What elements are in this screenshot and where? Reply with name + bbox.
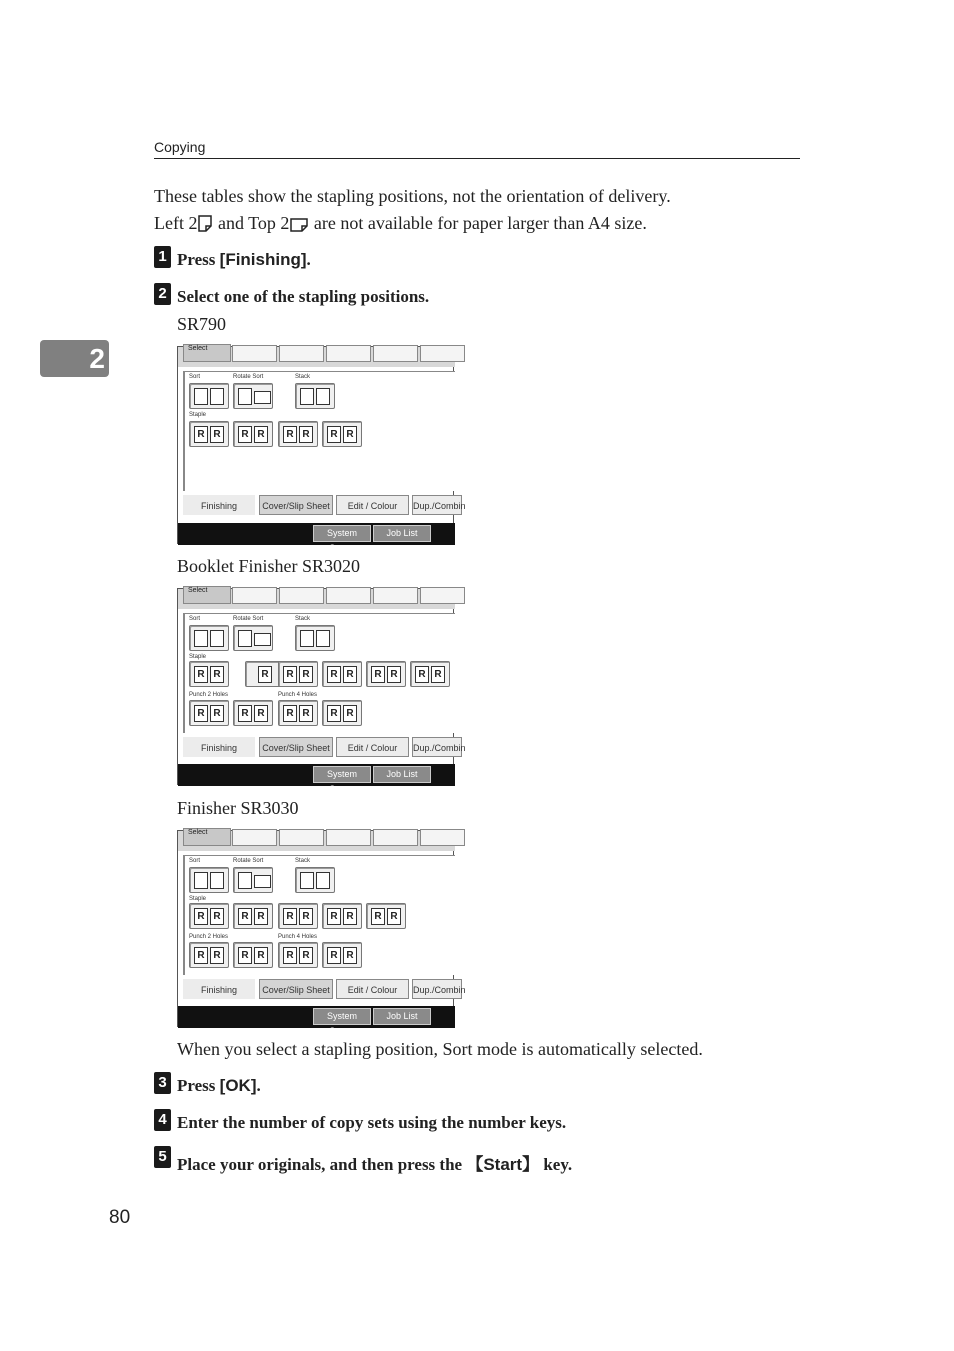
tab-dup-combin[interactable]: Dup./Combin: [412, 737, 462, 757]
caption-sr3030: Finisher SR3030: [177, 798, 299, 818]
panel-sr3020: [177, 587, 466, 794]
panel-top-bar: [178, 831, 455, 851]
top-slot[interactable]: [326, 587, 371, 604]
staple-button[interactable]: R R: [366, 661, 406, 687]
staple-button[interactable]: R R: [322, 903, 362, 929]
intro-top2-text: and Top 2: [217, 213, 290, 233]
caption-sr790: SR790: [177, 314, 227, 334]
panel-top-bar: [178, 347, 455, 367]
tab-cover-slip-sheet[interactable]: Cover/Slip Sheet: [259, 495, 333, 515]
stack-label: Stack: [295, 858, 311, 864]
step-number-5: 5: [154, 1146, 171, 1168]
top-slot[interactable]: [326, 345, 371, 362]
step-3-post: .: [256, 1076, 261, 1095]
page-number: 80: [109, 1207, 131, 1228]
punch-button[interactable]: R R: [322, 942, 362, 968]
staple-button[interactable]: R R: [278, 661, 318, 687]
ok-key-label: [OK]: [219, 1076, 257, 1095]
staple-button[interactable]: R R: [189, 903, 229, 929]
select-button[interactable]: Select: [183, 828, 231, 846]
staple-label: Staple: [189, 896, 207, 902]
job-list-button[interactable]: Job List: [373, 766, 431, 783]
finishing-options-area: [183, 855, 455, 975]
rotate-sort-button[interactable]: [233, 625, 273, 651]
punch-button[interactable]: R R: [278, 942, 318, 968]
staple-button[interactable]: R R: [322, 421, 362, 447]
punch-4-holes-label: Punch 4 Holes: [278, 692, 318, 698]
step-1-pre: Press: [177, 250, 220, 269]
panel-tab-bar: [183, 495, 466, 517]
job-list-button[interactable]: Job List: [373, 525, 431, 542]
staple-button[interactable]: R R: [189, 661, 229, 687]
sort-button[interactable]: [189, 625, 229, 651]
rotate-sort-label: Rotate Sort: [233, 858, 264, 864]
panel-sr3030: [177, 829, 466, 1036]
step-number-3: 3: [154, 1072, 171, 1094]
punch-button[interactable]: R R: [189, 700, 229, 726]
panel-bottom-bar: [178, 764, 455, 794]
panel-tab-bar: [183, 737, 466, 759]
top-slot[interactable]: [420, 345, 465, 362]
tab-cover-slip-sheet[interactable]: Cover/Slip Sheet: [259, 979, 333, 999]
rotate-sort-button[interactable]: [233, 867, 273, 893]
panel-top-bar: [178, 589, 455, 609]
step-3-text: [177, 1076, 261, 1096]
tab-edit-colour[interactable]: Edit / Colour: [336, 737, 409, 757]
rotate-sort-label: Rotate Sort: [233, 374, 264, 380]
step-number-1: 1: [154, 246, 171, 268]
step-1-text: [177, 250, 311, 270]
top-slot[interactable]: [373, 829, 418, 846]
staple-button[interactable]: R R: [278, 421, 318, 447]
stack-button[interactable]: [295, 383, 335, 409]
step-2-text: Select one of the stapling positions.: [177, 287, 430, 306]
step-5-text: [177, 1150, 572, 1175]
tab-finishing[interactable]: Finishing: [183, 737, 255, 757]
top-slot[interactable]: [420, 829, 465, 846]
sort-button[interactable]: [189, 867, 229, 893]
step-5-post: key.: [539, 1155, 573, 1174]
staple-button[interactable]: R R: [366, 903, 406, 929]
punch-2-holes-label: Punch 2 Holes: [189, 692, 229, 698]
job-list-button[interactable]: Job List: [373, 1008, 431, 1025]
top-slot[interactable]: [232, 587, 277, 604]
panel-sr790: [177, 345, 466, 553]
staple-button[interactable]: R R: [278, 903, 318, 929]
staple-button[interactable]: R R: [189, 421, 229, 447]
punch-button[interactable]: R R: [233, 942, 273, 968]
sort-mode-note: When you select a stapling position, Sort mode is automatically selected.: [177, 1039, 703, 1059]
punch-2-holes-label: Punch 2 Holes: [189, 934, 229, 940]
tab-dup-combin[interactable]: Dup./Combin: [412, 495, 462, 515]
top-slot[interactable]: [420, 587, 465, 604]
stack-label: Stack: [295, 374, 311, 380]
stack-label: Stack: [295, 616, 311, 622]
top-slot[interactable]: [232, 829, 277, 846]
rotate-sort-label: Rotate Sort: [233, 616, 264, 622]
panel-bottom-bar: [178, 1006, 455, 1036]
top-slot[interactable]: [279, 345, 324, 362]
system-status-button[interactable]: System Status: [313, 525, 371, 542]
tab-edit-colour[interactable]: Edit / Colour: [336, 979, 409, 999]
stack-button[interactable]: [295, 625, 335, 651]
step-number-2: 2: [154, 283, 171, 305]
intro-line-2: [154, 210, 647, 240]
top-slot[interactable]: [279, 829, 324, 846]
punch-button[interactable]: R R: [189, 942, 229, 968]
staple-booklet-button[interactable]: R: [245, 661, 285, 687]
panel-tab-bar: [183, 979, 466, 1001]
top-slot[interactable]: [326, 829, 371, 846]
step-5-pre: Place your originals, and then press the: [177, 1155, 467, 1174]
staple-button[interactable]: R R: [233, 903, 273, 929]
sort-label: Sort: [189, 858, 201, 864]
system-status-button[interactable]: System Status: [313, 766, 371, 783]
intro-availability-text: are not available for paper larger than A4 size.: [313, 213, 647, 233]
tab-finishing[interactable]: Finishing: [183, 979, 255, 999]
stack-button[interactable]: [295, 867, 335, 893]
select-button[interactable]: Select: [183, 586, 231, 604]
step-number-4: 4: [154, 1109, 171, 1131]
tab-finishing[interactable]: Finishing: [183, 495, 255, 515]
step-1-post: .: [306, 250, 311, 269]
staple-label: Staple: [189, 654, 207, 660]
sort-button[interactable]: [189, 383, 229, 409]
panel-bottom-bar: [178, 523, 455, 553]
system-status-button[interactable]: System Status: [313, 1008, 371, 1025]
staple-button[interactable]: R R: [410, 661, 450, 687]
top-slot[interactable]: [279, 587, 324, 604]
sort-label: Sort: [189, 616, 201, 622]
step-3-pre: Press: [177, 1076, 220, 1095]
landscape-paper-icon: [290, 213, 308, 240]
staple-button[interactable]: R R: [322, 661, 362, 687]
select-button[interactable]: Select: [183, 344, 231, 362]
intro-left2-text: Left 2: [154, 213, 198, 233]
step-4-text: Enter the number of copy sets using the number keys.: [177, 1113, 567, 1132]
finishing-options-area: [183, 613, 455, 733]
intro-line-1: These tables show the stapling positions, not the orientation of delivery.: [154, 186, 671, 206]
chapter-tab: 2: [40, 340, 109, 377]
finishing-key-label: [Finishing]: [219, 250, 307, 269]
running-header: Copying: [154, 139, 206, 155]
finishing-options-area: [183, 371, 455, 491]
punch-4-holes-label: Punch 4 Holes: [278, 934, 318, 940]
sort-label: Sort: [189, 374, 201, 380]
tab-cover-slip-sheet[interactable]: Cover/Slip Sheet: [259, 737, 333, 757]
caption-sr3020: Booklet Finisher SR3020: [177, 556, 361, 576]
top-slot[interactable]: [373, 345, 418, 362]
punch-button[interactable]: R R: [278, 700, 318, 726]
portrait-paper-icon: [198, 213, 212, 240]
header-rule: [154, 158, 800, 159]
tab-dup-combin[interactable]: Dup./Combin: [412, 979, 462, 999]
start-key-label: 【Start】: [466, 1155, 540, 1174]
punch-button[interactable]: R R: [322, 700, 362, 726]
punch-button[interactable]: R R: [233, 700, 273, 726]
staple-button[interactable]: R R: [233, 421, 273, 447]
top-slot[interactable]: [373, 587, 418, 604]
top-slot[interactable]: [232, 345, 277, 362]
rotate-sort-button[interactable]: [233, 383, 273, 409]
staple-label: Staple: [189, 412, 207, 418]
tab-edit-colour[interactable]: Edit / Colour: [336, 495, 409, 515]
